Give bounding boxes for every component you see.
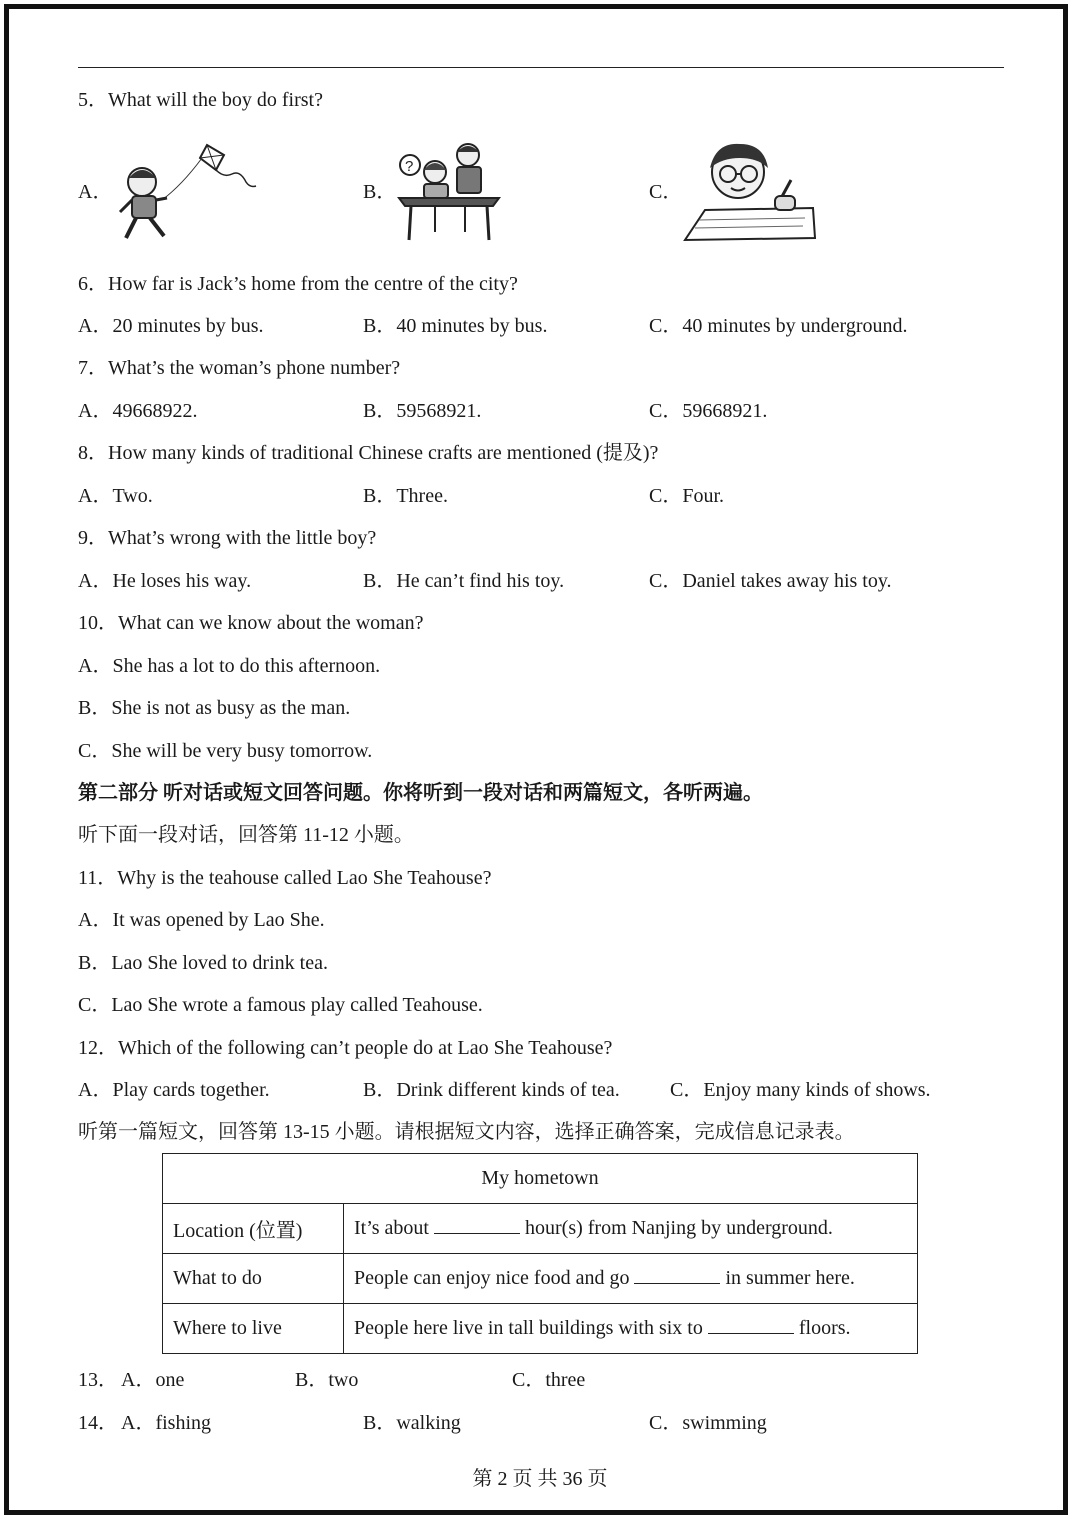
table-title: My hometown [163,1154,918,1204]
table-row [163,1304,918,1354]
part2-instruction: 听下面一段对话，回答第 11-12 小题。 [78,824,414,846]
q14-option-c: C．swimming [649,1412,767,1434]
row-content [344,1254,918,1304]
q10-option-b: B．She is not as busy as the man. [78,697,351,719]
page-footer: 第 2 页 共 36 页 [472,1468,608,1490]
q11-option-a: A．It was opened by Lao She. [78,909,325,931]
row-text-before: It’s about [354,1217,429,1239]
row-label: Where to live [163,1304,344,1354]
q6-option-c: C．40 minutes by underground. [649,315,908,337]
q7-option-c: C．59668921. [649,400,768,422]
question-10: 10．What can we know about the woman? [78,612,424,634]
q10-option-c: C．She will be very busy tomorrow. [78,740,373,762]
row-text-after: floors. [798,1317,851,1339]
question-11: 11．Why is the teahouse called Lao She Teahouse? [78,867,492,889]
q5-label-c: C． [649,181,683,203]
q5-label-b: B． [363,181,397,203]
row-text-before: People here live in tall buildings with six to [354,1317,703,1339]
row-text-after: hour(s) from Nanjing by underground. [525,1217,833,1239]
q8-option-a: A．Two. [78,485,153,507]
question-6: 6．How far is Jack’s home from the centre of the city? [78,273,518,295]
row-label: Location (位置) [163,1204,344,1254]
q8-option-b: B．Three. [363,485,448,507]
table-row [163,1254,918,1304]
answer-blank [634,1269,720,1284]
q9-option-a: A．He loses his way. [78,570,252,592]
row-text-after: in summer here. [725,1267,855,1289]
q14-option-a: A．fishing [121,1412,211,1434]
boy-flying-kite-icon [112,140,257,245]
q12-option-a: A．Play cards together. [78,1079,270,1101]
section-instruction: 听第一篇短文，回答第 13-15 小题。请根据短文内容，选择正确答案，完成信息记录表。 [78,1121,855,1143]
q10-option-a: A．She has a lot to do this afternoon. [78,655,381,677]
q11-option-c: C．Lao She wrote a famous play called Teahouse. [78,994,483,1016]
q8-option-c: C．Four. [649,485,725,507]
question-12: 12．Which of the following can’t people do at Lao She Teahouse? [78,1037,613,1059]
q11-option-b: B．Lao She loved to drink tea. [78,952,328,974]
question-5: 5．What will the boy do first? [78,89,323,111]
answer-blank [434,1219,520,1234]
q13-option-b: B．two [295,1369,359,1391]
row-content [344,1304,918,1354]
children-desk-question-icon [395,140,503,244]
q9-option-c: C．Daniel takes away his toy. [649,570,892,592]
q9-option-b: B．He can’t find his toy. [363,570,565,592]
svg-text:?: ? [405,158,414,175]
row-content [344,1204,918,1254]
q13-option-c: C．three [512,1369,586,1391]
question-9: 9．What’s wrong with the little boy? [78,527,377,549]
q7-option-b: B．59568921. [363,400,482,422]
q12-option-c: C．Enjoy many kinds of shows. [670,1079,931,1101]
question-8: 8．How many kinds of traditional Chinese crafts are mentioned (提及)? [78,442,659,464]
question-14-number: 14． [78,1412,118,1434]
table-row [163,1204,918,1254]
question-13-number: 13． [78,1369,118,1391]
q6-option-b: B．40 minutes by bus. [363,315,548,337]
q5-label-a: A． [78,181,113,203]
q7-option-a: A．49668922. [78,400,198,422]
row-text-before: People can enjoy nice food and go [354,1267,630,1289]
info-record-table [162,1153,918,1354]
part2-heading: 第二部分 听对话或短文回答问题。你将听到一段对话和两篇短文，各听两遍。 [78,782,763,804]
q13-option-a: A．one [121,1369,185,1391]
row-label: What to do [163,1254,344,1304]
boy-writing-icon [683,140,819,244]
answer-blank [708,1319,794,1334]
q14-option-b: B．walking [363,1412,461,1434]
q12-option-b: B．Drink different kinds of tea. [363,1079,620,1101]
question-7: 7．What’s the woman’s phone number? [78,357,401,379]
header-rule [78,67,1004,68]
q6-option-a: A．20 minutes by bus. [78,315,264,337]
